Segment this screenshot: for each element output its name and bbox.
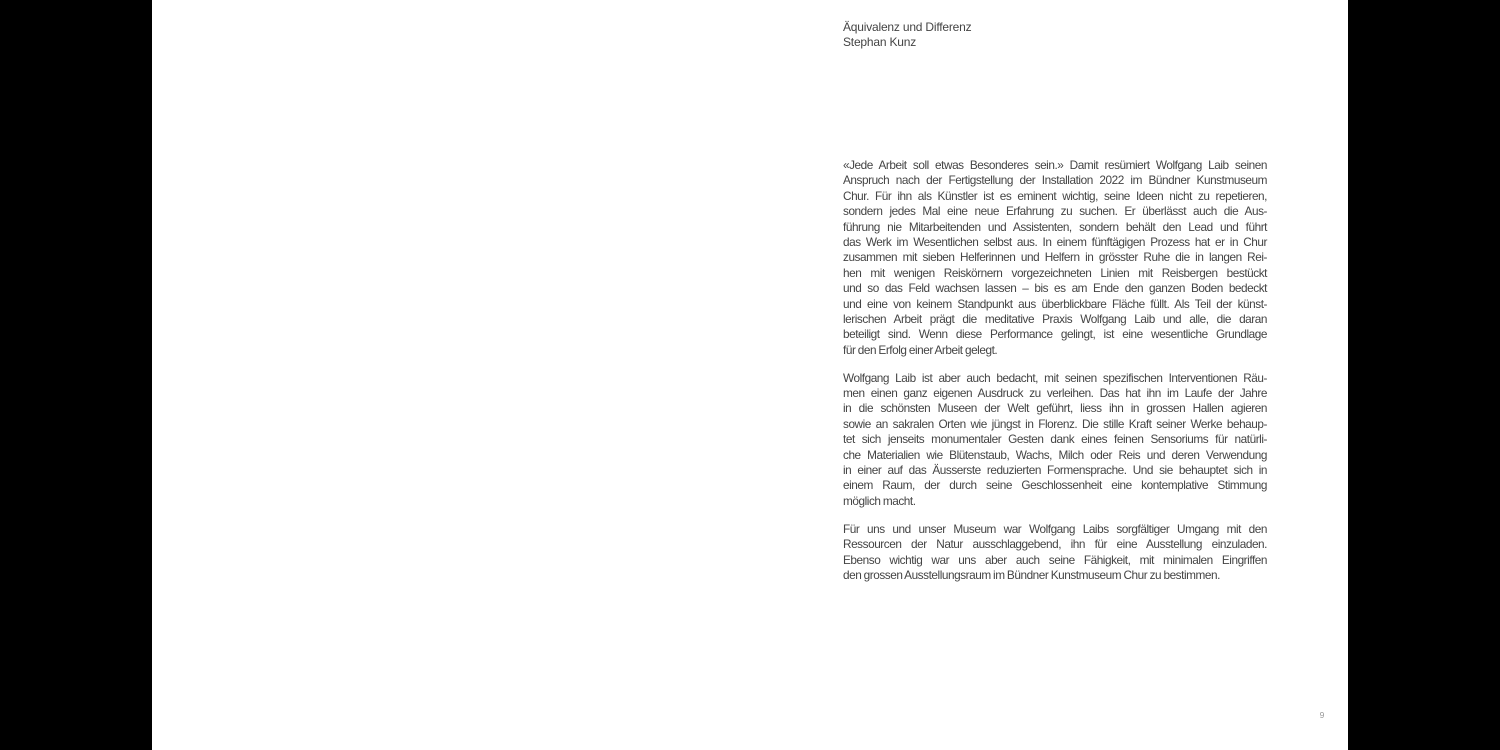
paragraph: [843, 158, 1267, 358]
right-black-margin: [1348, 0, 1500, 750]
text-line: hen mit wenigen Reiskörnern vorgezeichneten Linien mit Reisbergen bestückt: [843, 265, 1267, 280]
text-line: in die schönsten Museen der Welt geführt, liess ihn in grossen Hallen agieren: [843, 401, 1267, 416]
text-line: möglich macht.: [843, 493, 916, 508]
text-line: lerischen Arbeit prägt die meditative Praxis Wolfgang Laib und alle, die daran: [843, 311, 1267, 326]
essay-body: [843, 158, 1267, 596]
text-line: Chur. Für ihn als Künstler ist es eminent wichtig, seine Ideen nicht zu repetieren,: [843, 188, 1267, 203]
text-line: tet sich jenseits monumentaler Gesten dank eines feinen Sensoriums für natürli-: [843, 432, 1267, 447]
essay-author: Stephan Kunz: [843, 35, 916, 50]
text-line: einem Raum, der durch seine Geschlossenheit eine kontemplative Stimmung: [843, 478, 1267, 493]
text-line: beteiligt sind. Wenn diese Performance gelingt, ist eine wesentliche Grundlage: [843, 327, 1267, 342]
paragraph: [843, 371, 1267, 510]
text-line: sondern jedes Mal eine neue Erfahrung zu suchen. Er überlässt auch die Aus-: [843, 204, 1267, 219]
left-black-margin: [0, 0, 152, 750]
book-page: [152, 0, 1348, 750]
text-line: den grossen Ausstellungsraum im Bündner Kunstmuseum Chur zu bestimmen.: [843, 567, 1220, 582]
text-line: che Materialien wie Blütenstaub, Wachs, Milch oder Reis und deren Verwendung: [843, 447, 1267, 462]
text-line: führung nie Mitarbeitenden und Assistenten, sondern behält den Lead und führt: [843, 219, 1267, 234]
text-line: «Jede Arbeit soll etwas Besonderes sein.» Damit resümiert Wolfgang Laib seinen: [843, 158, 1267, 172]
text-line: zusammen mit sieben Helferinnen und Helfern in grösster Ruhe die in langen Rei-: [843, 250, 1267, 265]
text-line: Für uns und unser Museum war Wolfgang Laibs sorgfältiger Umgang mit den: [843, 521, 1267, 536]
paragraph: [843, 522, 1267, 584]
text-line: Wolfgang Laib ist aber auch bedacht, mit seinen spezifischen Interventionen Räu-: [843, 370, 1267, 385]
text-line: in einer auf das Äusserste reduzierten Formensprache. Und sie behauptet sich in: [843, 463, 1267, 478]
essay-title: Äquivalenz und Differenz: [843, 20, 972, 34]
text-line: men einen ganz eigenen Ausdruck zu verleihen. Das hat ihn im Laufe der Jahre: [843, 386, 1267, 401]
text-line: Anspruch nach der Fertigstellung der Installation 2022 im Bündner Kunstmuseum: [843, 173, 1267, 188]
page-number: 9: [1319, 710, 1325, 720]
text-line: und so das Feld wachsen lassen – bis es am Ende den ganzen Boden bedeckt: [843, 281, 1267, 296]
text-line: Ressourcen der Natur ausschlaggebend, ihn für eine Ausstellung einzuladen.: [843, 537, 1267, 552]
text-line: sowie an sakralen Orten wie jüngst in Florenz. Die stille Kraft seiner Werke behaup-: [843, 416, 1267, 431]
text-line: und eine von keinem Standpunkt aus überblickbare Fläche füllt. Als Teil der künst-: [843, 296, 1267, 311]
text-line: das Werk im Wesentlichen selbst aus. In einem fünftägigen Prozess hat er in Chur: [843, 234, 1267, 249]
text-line: Ebenso wichtig war uns aber auch seine Fähigkeit, mit minimalen Eingriffen: [843, 552, 1267, 567]
text-line: für den Erfolg einer Arbeit gelegt.: [843, 342, 998, 357]
essay-header: [843, 20, 1267, 51]
